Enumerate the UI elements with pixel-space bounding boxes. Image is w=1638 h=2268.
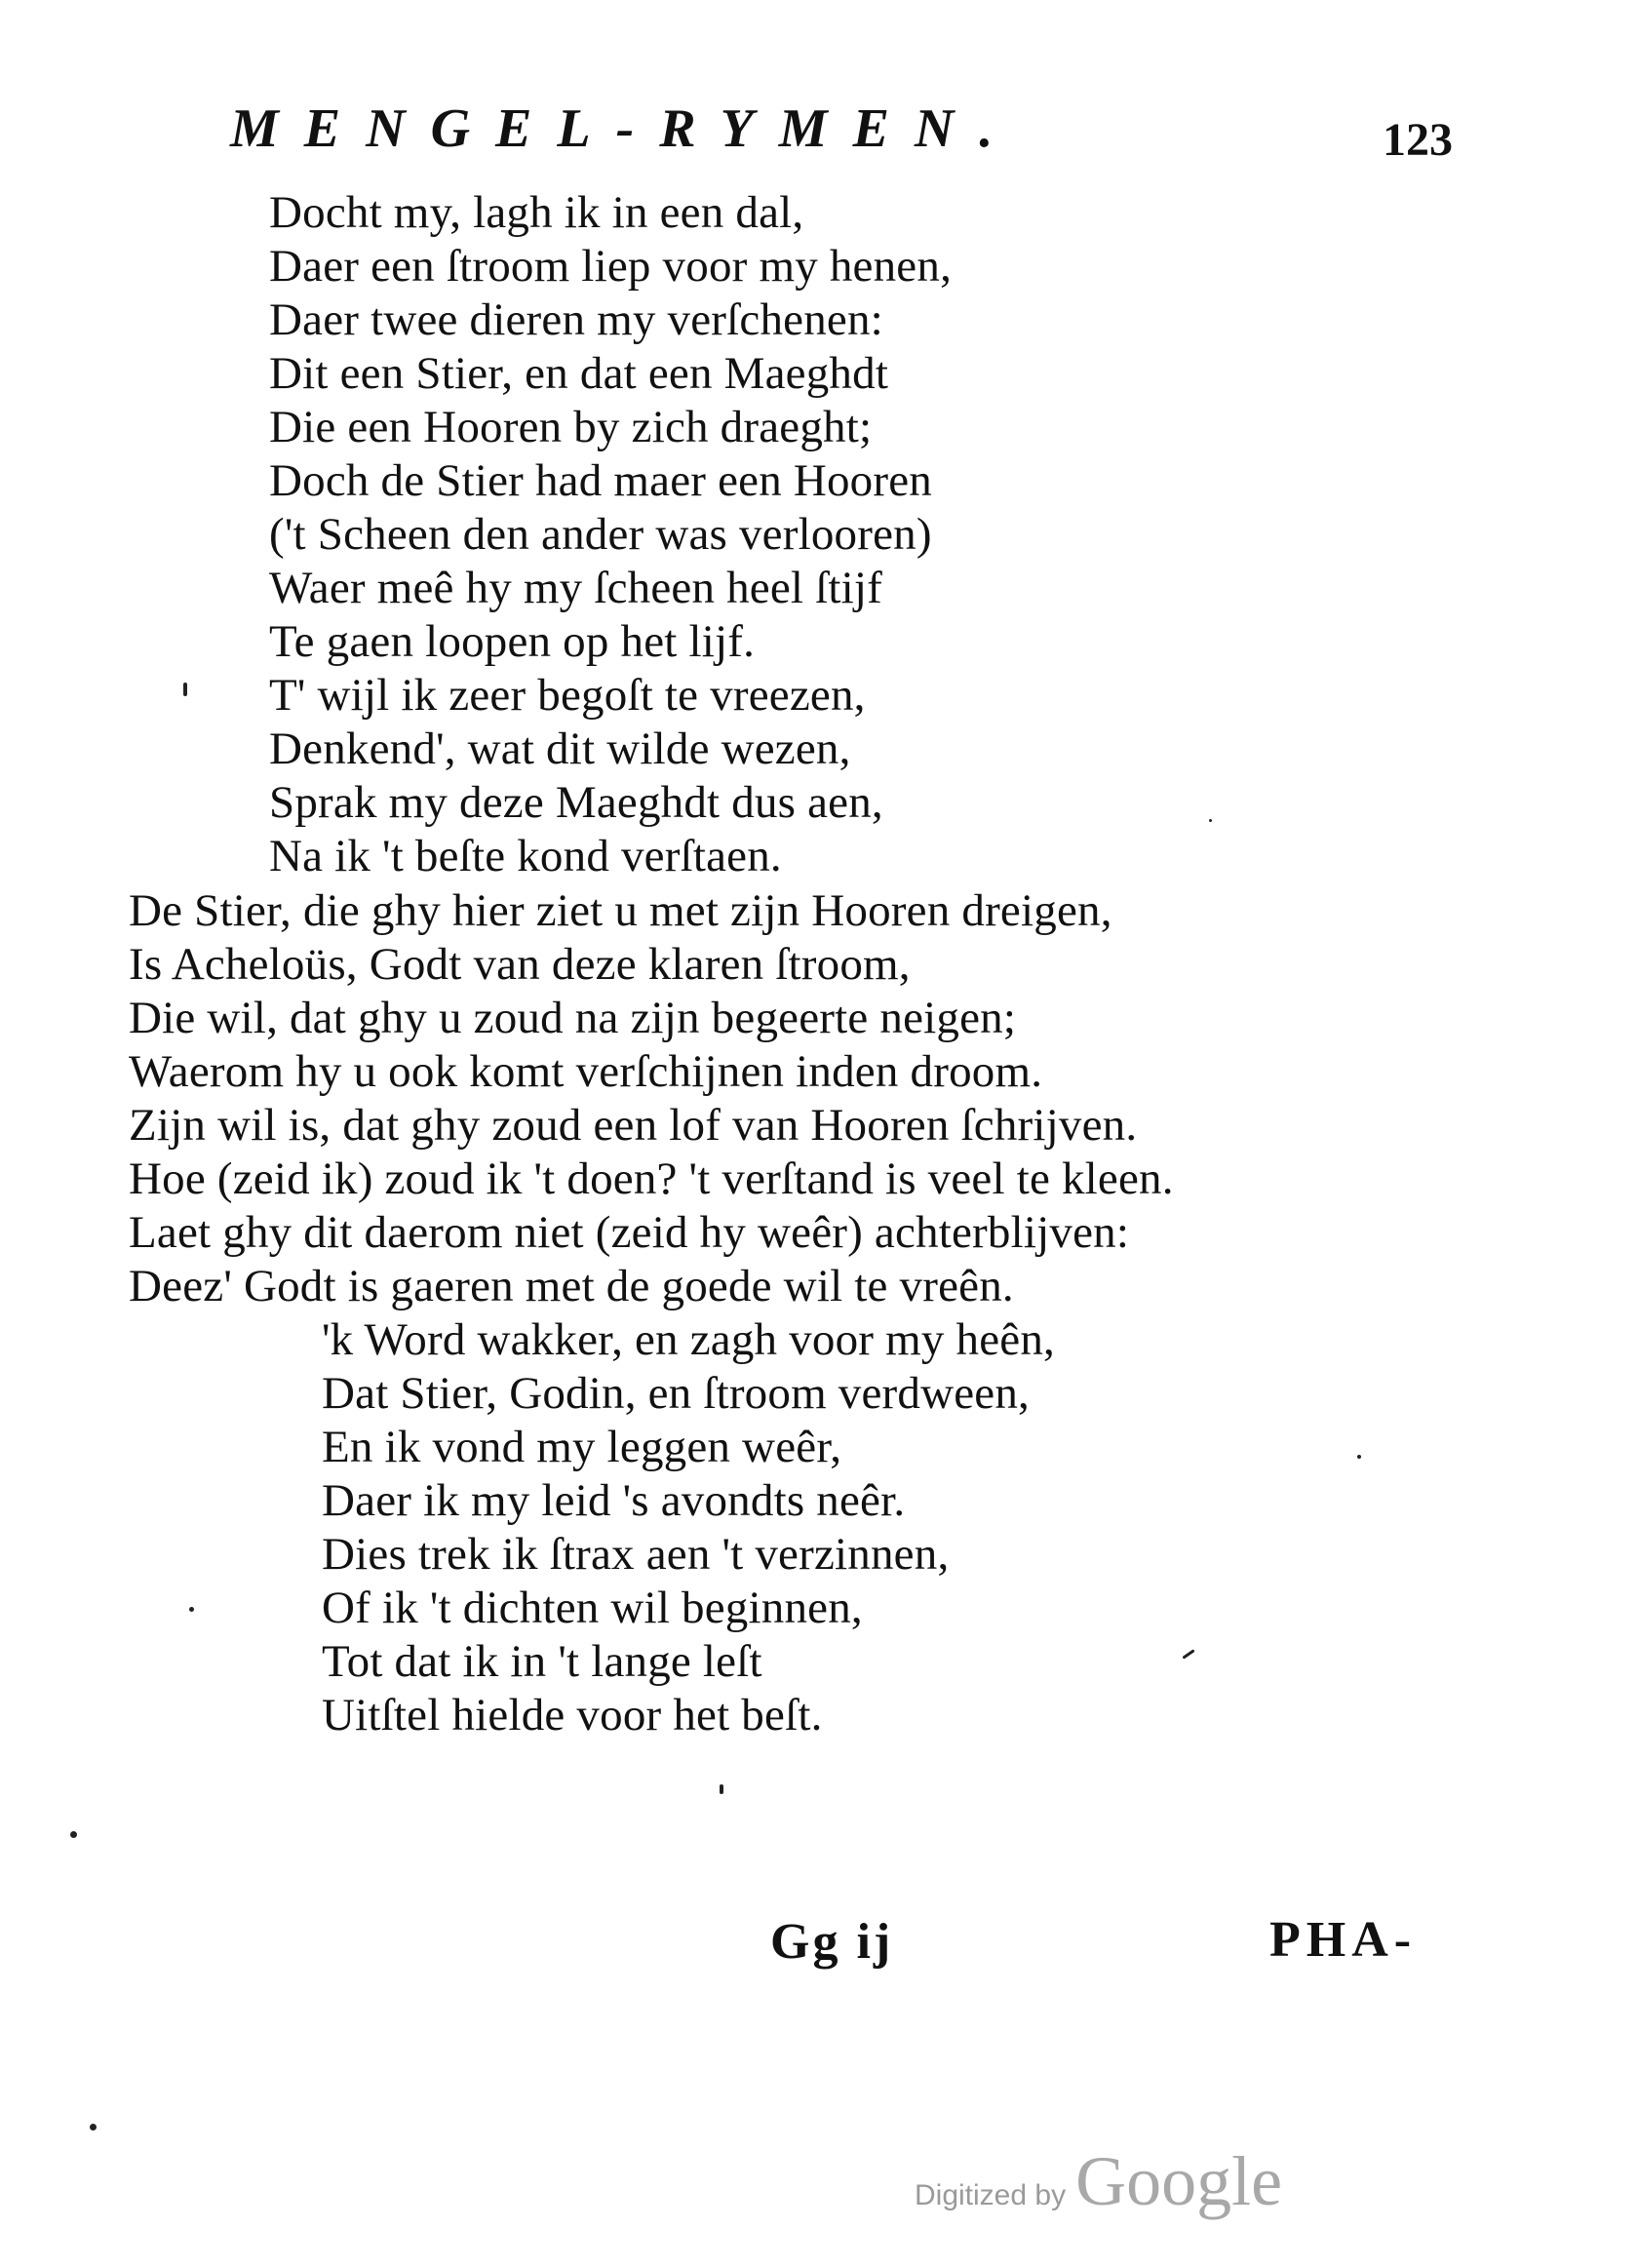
poem-line: Waer meê hy my ſcheen heel ſtijf — [269, 563, 883, 613]
poem-line: Daer ik my leid 's avondts neêr. — [322, 1475, 906, 1526]
poem-line: Te gaen loopen op het lijf. — [269, 616, 756, 667]
poem-line: Of ik 't dichten wil beginnen, — [322, 1583, 863, 1633]
poem-line: Uitſtel hielde voor het beſt. — [322, 1690, 823, 1740]
poem-line: Zijn wil is, dat ghy zoud een lof van Hooren ſchrijven. — [129, 1100, 1138, 1151]
scan-speck — [1357, 1455, 1361, 1459]
poem-line: Die wil, dat ghy u zoud na zijn begeerte neigen; — [129, 993, 1017, 1043]
watermark-brand-logo: Google — [1075, 2142, 1283, 2220]
poem-line: 'k Word wakker, en zagh voor my heên, — [322, 1314, 1055, 1365]
poem-line: Dit een Stier, en dat een Maeghdt — [269, 348, 889, 399]
digitized-watermark — [915, 2141, 1282, 2222]
poem-line: Deez' Godt is gaeren met de goede wil te vreên. — [129, 1261, 1014, 1311]
poem-line: Daer twee dieren my verſchenen: — [269, 294, 883, 345]
poem-line: Tot dat ik in 't lange leſt — [322, 1636, 762, 1687]
scan-speck — [70, 1831, 77, 1838]
poem-line: Na ik 't beſte kond verſtaen. — [269, 831, 782, 881]
scan-speck — [1209, 819, 1212, 822]
poem-line: Dies trek ik ſtrax aen 't verzinnen, — [322, 1529, 950, 1580]
scan-speck — [90, 2124, 97, 2131]
poem-line: Docht my, lagh ik in een dal, — [269, 187, 804, 238]
poem-line: Denkend', wat dit wilde wezen, — [269, 723, 851, 774]
poem-line: En ik vond my leggen weêr, — [322, 1422, 842, 1472]
signature-mark: Gg ij — [770, 1914, 894, 1970]
poem-line: Die een Hooren by zich draeght; — [269, 402, 873, 452]
poem-line: Is Acheloüs, Godt van deze klaren ſtroom, — [129, 939, 911, 990]
watermark-prefix: Digitized by — [915, 2179, 1067, 2211]
poem-line: Laet ghy dit daerom niet (zeid hy weêr) achterblijven: — [129, 1207, 1130, 1258]
scan-speck — [183, 683, 187, 696]
poem-line: Sprak my deze Maeghdt dus aen, — [269, 777, 883, 828]
running-title: MENGEL-RYMEN. — [230, 98, 1019, 159]
poem-line: T' wijl ik zeer begoſt te vreezen, — [269, 670, 866, 721]
poem-line: Waerom hy u ook komt verſchijnen inden droom. — [129, 1046, 1043, 1097]
scan-speck — [1182, 1649, 1194, 1659]
poem-line: Dat Stier, Godin, en ſtroom verdween, — [322, 1368, 1031, 1419]
scan-speck — [189, 1607, 194, 1612]
catchword: PHA- — [1269, 1912, 1418, 1968]
poem-line: Hoe (zeid ik) zoud ik 't doen? 't verſtand is veel te kleen. — [129, 1154, 1174, 1204]
page-number: 123 — [1383, 114, 1453, 166]
poem-line: Daer een ſtroom liep voor my henen, — [269, 241, 953, 292]
scan-speck — [720, 1784, 723, 1794]
poem-line: De Stier, die ghy hier ziet u met zijn Hooren dreigen, — [129, 885, 1112, 936]
poem-line: ('t Scheen den ander was verlooren) — [269, 509, 932, 560]
poem-line: Doch de Stier had maer een Hooren — [269, 455, 932, 506]
